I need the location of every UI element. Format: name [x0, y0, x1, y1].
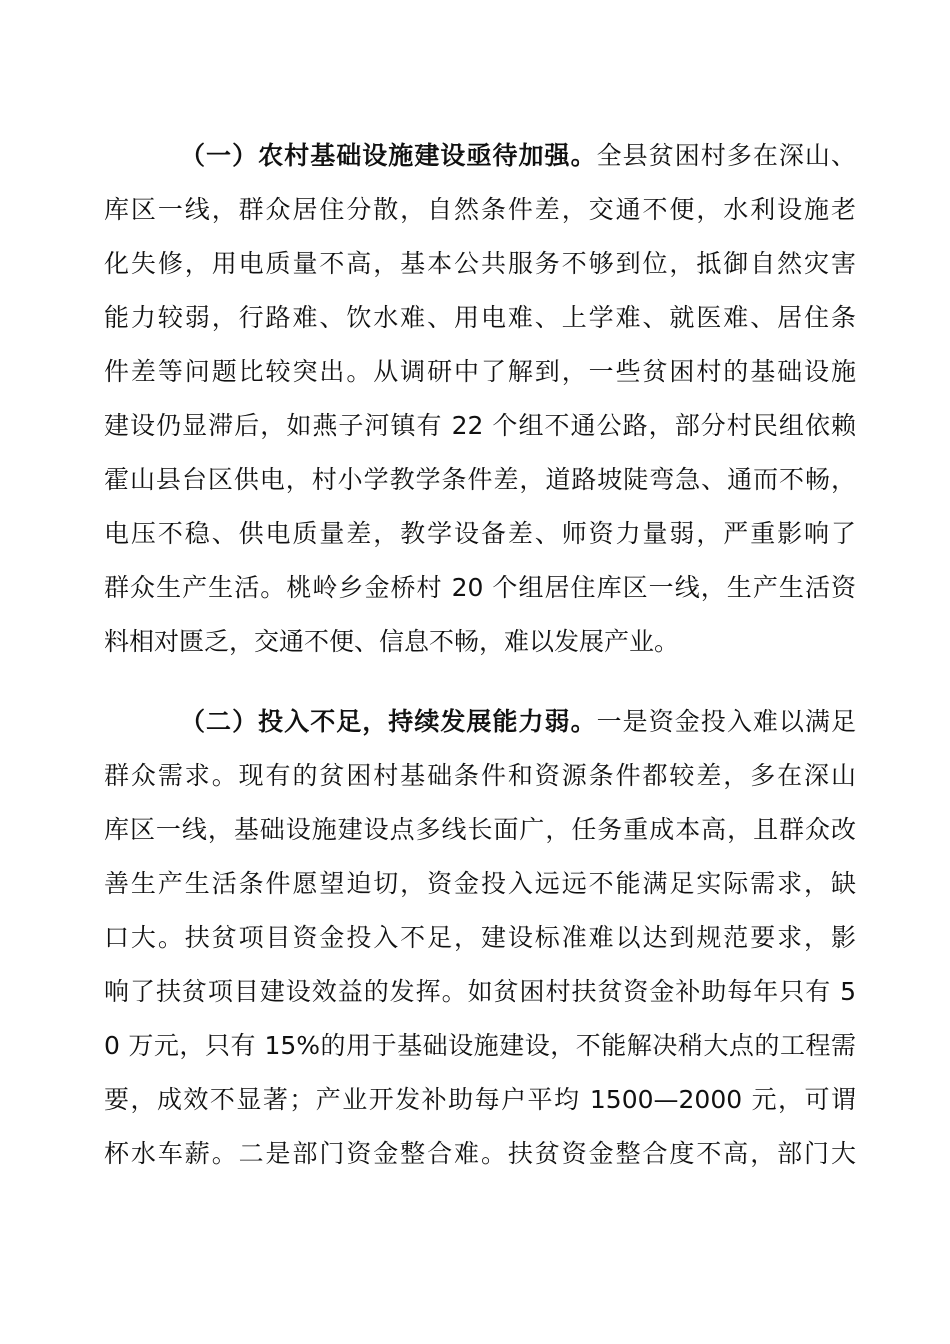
paragraph-1-line-1: [180, 136, 856, 176]
paragraph-2-line-1: [180, 702, 856, 742]
paragraph-2-line-8: 要，成效不显著；产业开发补助每户平均 1500—2000 元，可谓: [104, 1085, 856, 1114]
paragraph-1-heading: （一）农村基础设施建设亟待加强。: [180, 141, 597, 170]
paragraph-1-text: 全县贫困村多在深山、: [596, 141, 856, 170]
paragraph-2-heading: （二）投入不足，持续发展能力弱。: [180, 707, 597, 736]
paragraph-2-text: 一是资金投入难以满足: [596, 707, 856, 736]
paragraph-2-line-9: 杯水车薪。二是部门资金整合难。扶贫资金整合度不高，部门大: [104, 1139, 856, 1168]
paragraph-2-line-7: 0 万元，只有 15%的用于基础设施建设，不能解决稍大点的工程需: [104, 1031, 856, 1060]
paragraph-1-line-7: 霍山县台区供电，村小学教学条件差，道路坡陡弯急、通而不畅，: [104, 465, 856, 494]
paragraph-1-line-5: 件差等问题比较突出。从调研中了解到，一些贫困村的基础设施: [104, 357, 856, 386]
paragraph-2-line-2: 群众需求。现有的贫困村基础条件和资源条件都较差，多在深山: [104, 761, 856, 790]
paragraph-1-line-4: 能力较弱，行路难、饮水难、用电难、上学难、就医难、居住条: [104, 303, 856, 332]
paragraph-1-line-2: 库区一线，群众居住分散，自然条件差，交通不便，水利设施老: [104, 195, 856, 224]
paragraph-1-line-10: 料相对匮乏，交通不便、信息不畅，难以发展产业。: [104, 627, 680, 656]
paragraph-2-line-4: 善生产生活条件愿望迫切，资金投入远远不能满足实际需求，缺: [104, 869, 856, 898]
paragraph-1-line-9: 群众生产生活。桃岭乡金桥村 20 个组居住库区一线，生产生活资: [104, 573, 856, 602]
paragraph-1-line-3: 化失修，用电质量不高，基本公共服务不够到位，抵御自然灾害: [104, 249, 856, 278]
paragraph-1-line-8: 电压不稳、供电质量差，教学设备差、师资力量弱，严重影响了: [104, 519, 856, 548]
paragraph-2-line-5: 口大。扶贫项目资金投入不足，建设标准难以达到规范要求，影: [104, 923, 856, 952]
paragraph-2-line-6: 响了扶贫项目建设效益的发挥。如贫困村扶贫资金补助每年只有 5: [104, 977, 856, 1006]
paragraph-2-line-3: 库区一线，基础设施建设点多线长面广，任务重成本高，且群众改: [104, 815, 856, 844]
paragraph-1-line-6: 建设仍显滞后，如燕子河镇有 22 个组不通公路，部分村民组依赖: [104, 411, 856, 440]
